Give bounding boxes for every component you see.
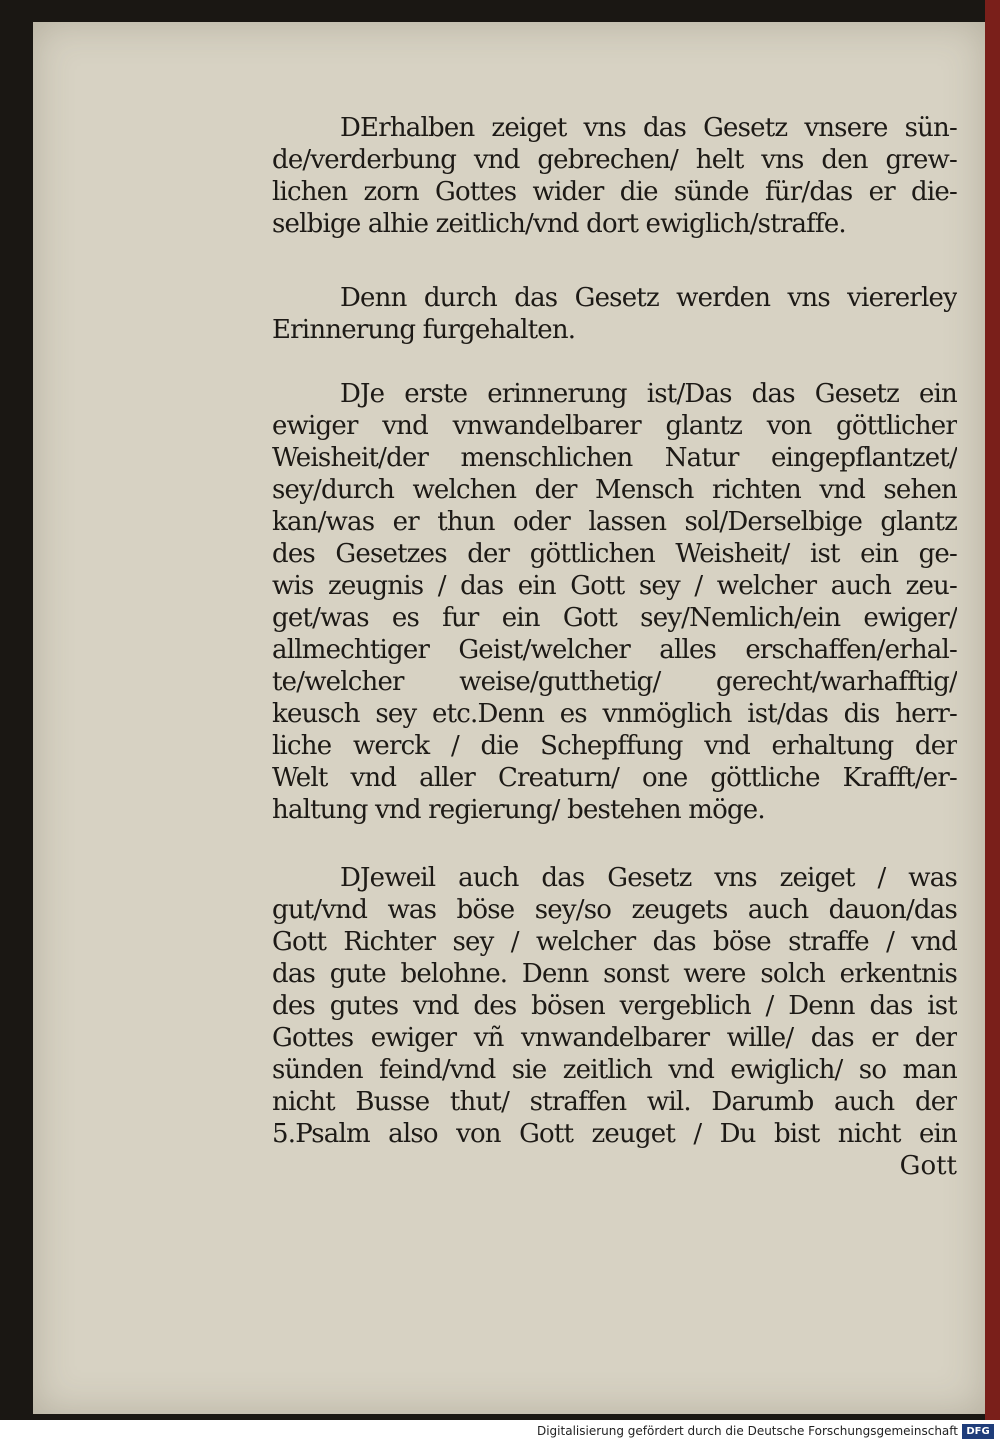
text-line: selbige alhie zeitlich/vnd dort ewiglich/straffe. [272, 209, 846, 239]
text-line: nicht Busse thut/ straffen wil. Darumb auch der [272, 1087, 957, 1117]
text-line: de/verderbung vnd gebrechen/ helt vns den grew- [272, 145, 957, 175]
text-line: DJe erste erinnerung ist/Das das Gesetz ein [340, 379, 957, 409]
text-line: Erinnerung furgehalten. [272, 315, 576, 345]
text-line: des gutes vnd des bösen vergeblich / Denn das ist [272, 991, 957, 1021]
footer-bar [0, 1420, 1000, 1445]
text-line: allmechtiger Geist/welcher alles erschaffen/erhal- [272, 635, 957, 665]
text-line: keusch sey etc.Denn es vnmöglich ist/das dis herr- [272, 699, 957, 729]
text-line: das gute belohne. Denn sonst were solch erkentnis [272, 959, 957, 989]
text-line: ewiger vnd vnwandelbarer glantz von göttlicher [272, 411, 957, 441]
text-line: Gott Richter sey / welcher das böse straffe / vnd [272, 927, 957, 957]
text-line: sey/durch welchen der Mensch richten vnd sehen [272, 475, 957, 505]
text-line: wis zeugnis / das ein Gott sey / welcher auch zeu- [272, 571, 957, 601]
text-line: Denn durch das Gesetz werden vns viererley [340, 283, 957, 313]
text-line: Weisheit/der menschlichen Natur eingepflantzet/ [272, 443, 957, 473]
text-line: kan/was er thun oder lassen sol/Derselbige glantz [272, 507, 957, 537]
text-line: get/was es fur ein Gott sey/Nemlich/ein ewiger/ [272, 603, 957, 633]
text-line: DJeweil auch das Gesetz vns zeiget / was [340, 863, 957, 893]
text-line: Welt vnd aller Creaturn/ one göttliche Krafft/er- [272, 763, 957, 793]
text-line: des Gesetzes der göttlichen Weisheit/ ist ein ge- [272, 539, 957, 569]
text-line: te/welcher weise/gutthetig/ gerecht/warhafftig/ [272, 667, 957, 697]
funding-credit: Digitalisierung gefördert durch die Deutsche Forschungsgemeinschaft [536, 1424, 958, 1438]
text-line: 5.Psalm also von Gott zeuget / Du bist nicht ein [272, 1119, 957, 1149]
book-edge [985, 0, 1000, 1420]
text-line: DErhalben zeiget vns das Gesetz vnsere sün- [340, 113, 957, 143]
text-line: gut/vnd was böse sey/so zeugets auch dauon/das [272, 895, 957, 925]
text-line: haltung vnd regierung/ bestehen möge. [272, 795, 765, 825]
text-line: lichen zorn Gottes wider die sünde für/das er die- [272, 177, 957, 207]
dfg-logo: DFG [962, 1424, 994, 1439]
text-line: sünden feind/vnd sie zeitlich vnd ewiglich/ so man [272, 1055, 957, 1085]
catchword: Gott [899, 1151, 957, 1181]
text-line: liche werck / die Schepffung vnd erhaltung der [272, 731, 957, 761]
text-line: Gottes ewiger vñ vnwandelbarer wille/ das er der [272, 1023, 957, 1053]
